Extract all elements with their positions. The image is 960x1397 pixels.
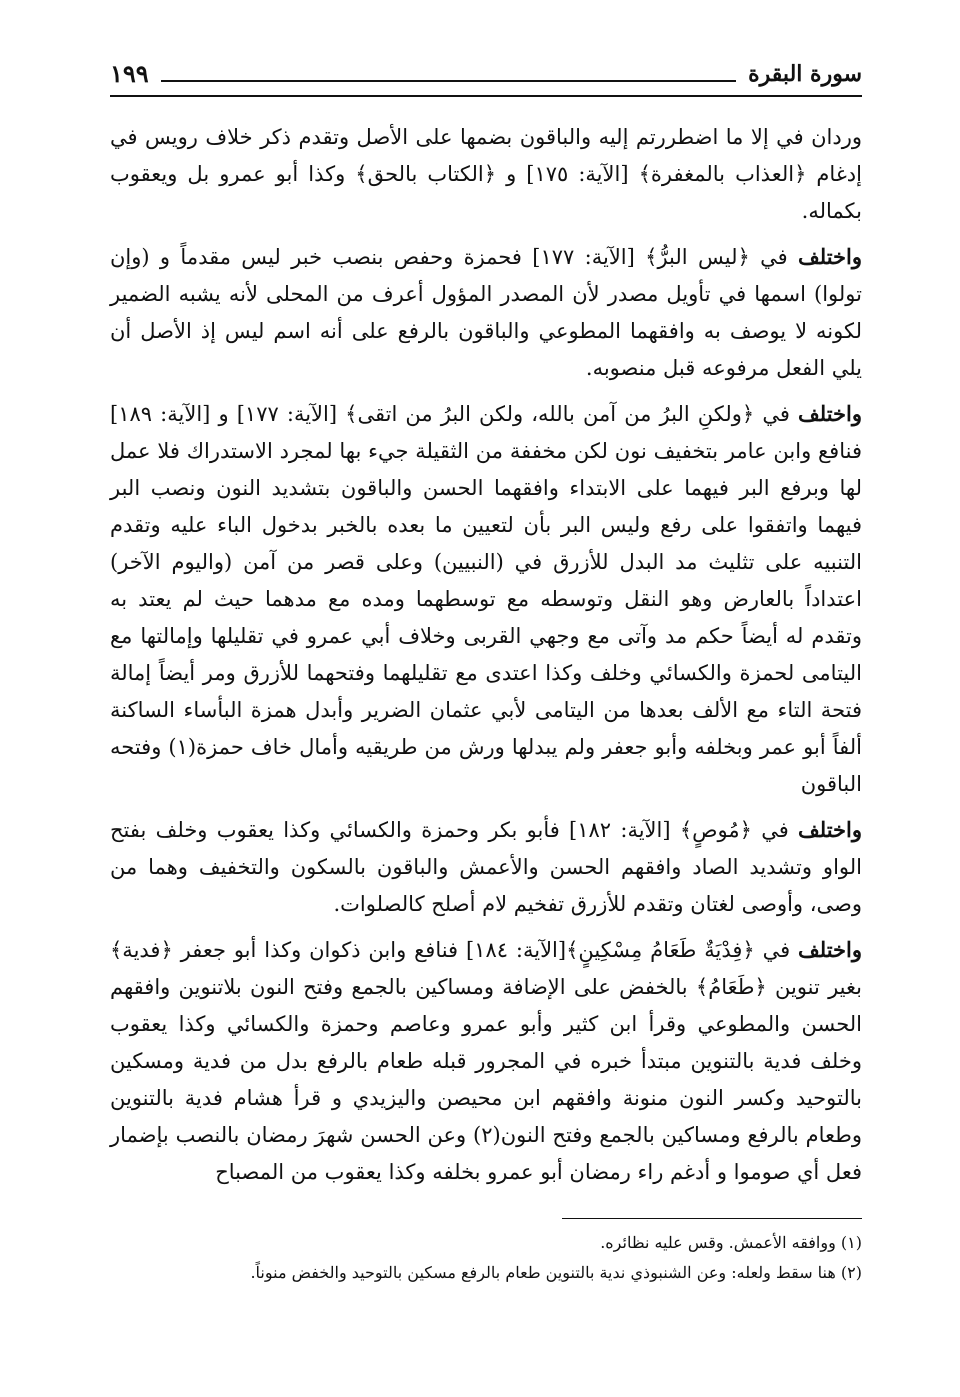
paragraph-2: واختلف في ﴿ليس البرُّ﴾ [الآية: ١٧٧] فحمزة وحفص بنصب خبر ليس مقدماً و (وإن تولوا) اسمها في تأويل مصدر لأن المصدر المؤول أعرف من المحلى لأنه يشبه الضمير لكونه لا يوصف به وافقهما المطوعي والباقون بالرفع على أنه اسم ليس إذ الأصل أن يلي الفعل مرفوعه قبل منصوبه. [110, 244, 862, 380]
page-number: ١٩٩ [110, 59, 149, 88]
paragraph-1: وردان في إلا ما اضطررتم إليه والباقون بضمها على الأصل وتقدم ذكر خلاف رويس في إدغام ﴿العذاب بالمغفرة﴾ [الآية: ١٧٥] و ﴿الكتاب بالحق﴾ وكذا أبو عمرو بل ويعقوب بكماله. [110, 125, 862, 223]
paragraph-5: واختلف في ﴿فِدْيَةٌ طَعَامُ مِسْكِينٍ﴾[الآية: ١٨٤] فنافع وابن ذكوان وكذا أبو جعفر ﴿فدية﴾ بغير تنوين ﴿طَعَامُ﴾ بالخفض على الإضافة ومساكين بالجمع وفتح النون بلاتنوين وافقهم الحسن والمطوعي وقرأ ابن كثير وأبو عمرو وعاصم وحمزة والكسائي وكذا يعقوب وخلف فدية بالتنوين مبتدأ خبره في المجرور قبله طعام بالرفع بدل من فدية ومسكين بالتوحيد وكسر النون منونة وافقهم ابن محيصن واليزيدي و قرأ هشام فدية بالتنوين وطعام بالرفع ومساكين بالجمع وفتح النون(٢) وعن الحسن شهرَ رمضان بالنصب بإضمار فعل أي صوموا و أدغم راء رمضان أبو عمرو بخلفه وكذا يعقوب من المصباح [110, 937, 862, 1184]
footnote-2: (٢) هنا سقط ولعله: وعن الشنبوذي ندية بالتنوين طعام بالرفع مسكين بالتوحيد والخفض منوناً. [250, 1263, 862, 1282]
paragraph-4: واختلف في ﴿مُوصٍ﴾ [الآية: ١٨٢] فأبو بكر وحمزة والكسائي وكذا يعقوب وخلف بفتح الواو وتشديد الصاد وافقهم الحسن والأعمش والباقون بالسكون والتخفيف وهما من وصى، وأوصى لغتان وتقدم للأزرق تفخيم لام أصلح كالصلوات. [110, 817, 862, 916]
footnotes [110, 1228, 862, 1288]
paragraph-3: واختلف في ﴿ولكنِ البرُ من آمن بالله، ولكن البرُ من اتقى﴾ [الآية: ١٧٧] و [الآية: ١٨٩] فنافع وابن عامر بتخفيف نون لكن مخففة من الثقيلة جيء بها لمجرد الاستدراك فلا عمل لها وبرفع البر فيهما على الابتداء وافقهما الحسن والباقون بتشديد النون ونصب البر فيهما واتفقوا على رفع وليس البر بأن لتعيين ما بعده بالخبر بدخول الباء عليه وتقدم التنبيه على تثليث مد البدل للأزرق في (النبيين) وعلى قصر من آمن (واليوم الآخر) اعتداداً بالعارض وهو النقل وتوسطه مع توسطهما ومده مع مدهما حيث لم يعتد به وتقدم له أيضاً حكم مد وآتى مع وجهي القربى وخلاف أبي عمرو في تقليلها وإمالتها مع اليتامى لحمزة والكسائي وخلف وكذا اعتدى مع تقليلهما وفتحهما للأزرق ومر أيضاً إمالة فتحة التاء مع الألف بعدها من اليتامى لأبي عثمان الضرير وأبدل همزة البأساء الساكنة ألفاً أبو عمر وبخلفه وأبو جعفر ولم يبدلها ورش من طريقيه وأمال خاف حمزة(١) وفتحه الباقون [110, 401, 862, 796]
page-header [110, 50, 862, 90]
header-rule [161, 80, 736, 82]
page-body [110, 118, 862, 1199]
footnote-1: (١) ووافقه الأعمش. وقس عليه نظائره. [600, 1233, 862, 1252]
footnote-divider [562, 1218, 862, 1219]
surah-title: سورة البقرة [748, 61, 862, 87]
header-divider [110, 95, 862, 97]
